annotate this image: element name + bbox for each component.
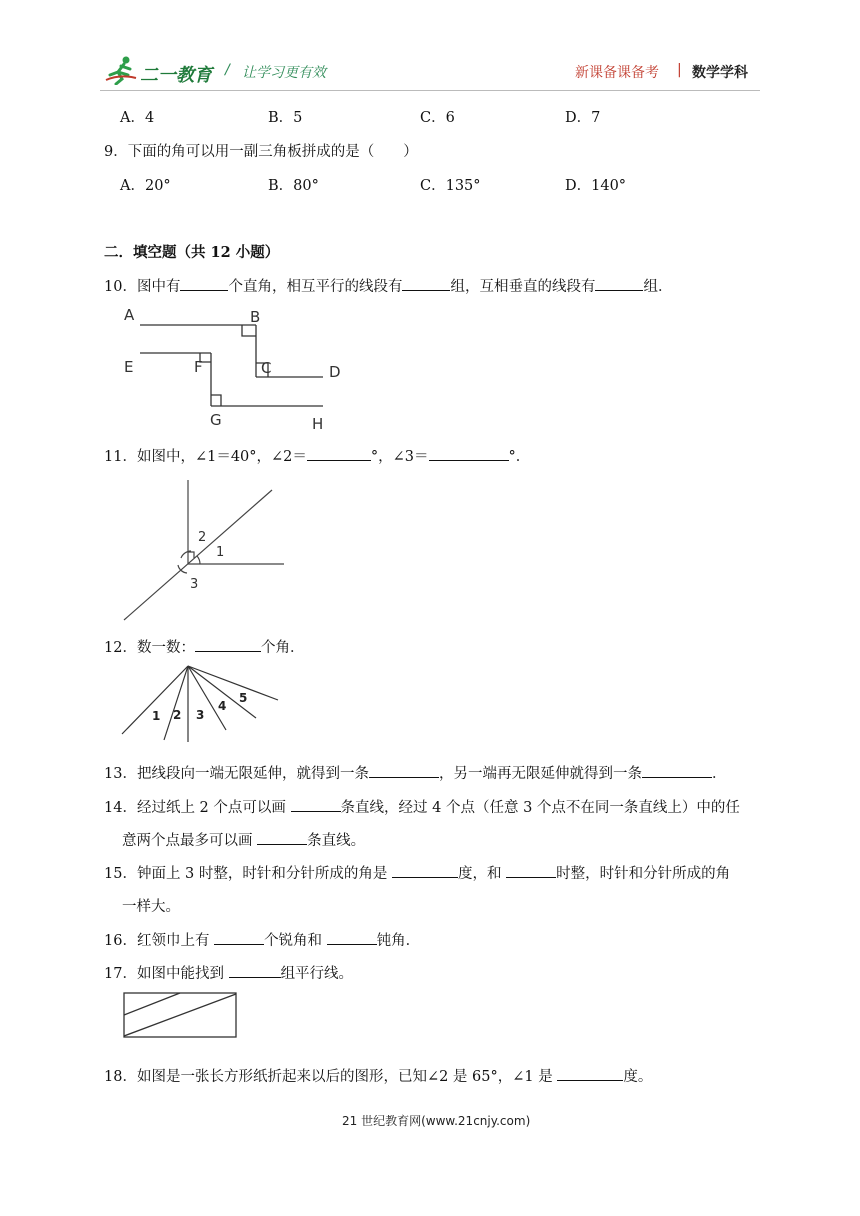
answer-blank[interactable] [392,863,458,878]
header-separator: | [677,62,682,78]
q14-part2: 条直线，经过 4 个点（任意 3 个点不在同一条直线上）中的任 [340,800,740,816]
q11-part3: °． [508,449,531,465]
q10-part2: 个直角，相互平行的线段有 [228,279,403,295]
header-subject: 数学学科 [692,65,748,81]
answer-blank[interactable] [327,930,377,945]
q11-part1: 11．如图中，∠1＝40°，∠2＝ [104,449,307,465]
angle-label-4: 4 [218,699,227,713]
answer-blank[interactable] [402,276,450,291]
answer-blank[interactable] [595,276,643,291]
angle-label-5: 5 [239,691,248,705]
label-E: E [124,358,134,376]
answer-blank[interactable] [257,830,307,845]
answer-blank[interactable] [369,763,439,778]
answer-blank[interactable] [195,637,261,652]
angle-label-2: 2 [198,530,207,545]
q13-part1: 13．把线段向一端无限延伸，就得到一条 [104,766,369,782]
label-H: H [312,415,324,433]
logo-runner-icon [104,55,138,85]
label-A: A [124,306,135,324]
q10-part1: 10．图中有 [104,279,181,295]
header-slogan: 让学习更有效 [242,65,326,81]
q16-part2: 个锐角和 [264,933,327,949]
answer-blank[interactable] [307,446,371,461]
page-footer: 21 世纪教育网(www.21cnjy.com) [342,1114,531,1128]
q10-part4: 组． [643,279,673,295]
label-C: C [261,359,272,377]
q14-part3: 意两个点最多可以画 [122,833,258,849]
label-F: F [194,358,203,376]
header-slash: / [225,62,230,78]
label-G: G [210,411,222,429]
q16-part1: 16．红领巾上有 [104,933,215,949]
angle-label-3: 3 [190,577,199,592]
option-d: D．140° [565,178,627,194]
q17-part2: 组平行线。 [280,966,354,982]
question-9-stem: 9．下面的角可以用一副三角板拼成的是（ ） [104,144,418,160]
question-13-text [104,762,726,783]
answer-blank[interactable] [557,1066,623,1081]
q10-part3: 组，互相垂直的线段有 [450,279,596,295]
answer-blank[interactable] [506,863,556,878]
question-16-text [104,929,420,950]
question-10-text [104,275,672,296]
option-b: B．80° [268,178,319,194]
question-15-line1 [104,862,730,883]
q13-part2: ，另一端再无限延伸就得到一条 [438,766,642,782]
q15-part2: 度，和 [458,866,507,882]
question-15-line2: 一样大。 [122,899,180,915]
option-a: A．20° [120,178,171,194]
option-c: C．135° [420,178,481,194]
q14-part1: 14．经过纸上 2 个点可以画 [104,800,291,816]
angle-label-3: 3 [196,708,205,722]
question-17-text [104,962,353,983]
angle-label-1: 1 [216,545,225,560]
header-right-label: 新课备课备考 [575,65,659,81]
q14-part4: 条直线。 [307,833,366,849]
question-14-line1 [104,796,740,817]
question-18-text [104,1065,652,1086]
question-12-text [104,636,304,657]
answer-blank[interactable] [214,930,264,945]
question-14-line2 [122,829,365,850]
logo-text: 二一教育 [140,65,212,86]
q16-part3: 钝角． [376,933,421,949]
option-b: B．5 [268,110,303,126]
angle-label-2: 2 [173,708,182,722]
q17-figure [122,990,240,1040]
answer-blank[interactable] [429,446,509,461]
answer-blank[interactable] [291,797,341,812]
answer-blank[interactable] [180,276,228,291]
question-11-text [104,445,530,466]
q17-part1: 17．如图中能找到 [104,966,229,982]
label-D: D [329,363,341,381]
answer-blank[interactable] [229,963,281,978]
section-heading: 二．填空题（共 12 小题） [104,244,280,261]
q12-figure [118,662,283,744]
q15-part3: 时整，时针和分针所成的角 [556,866,731,882]
option-c: C．6 [420,110,455,126]
option-d: D．7 [565,110,601,126]
q13-part3: ． [711,766,727,782]
label-B: B [250,308,261,326]
q10-figure [118,300,368,435]
q18-part2: 度。 [623,1069,653,1085]
q11-figure [120,478,290,623]
q12-part2: 个角． [260,640,305,656]
answer-blank[interactable] [642,763,712,778]
header-rule [100,90,760,91]
q18-part1: 18．如图是一张长方形纸折起来以后的图形，已知∠2 是 65°，∠1 是 [104,1069,558,1085]
q12-part1: 12．数一数： [104,640,195,656]
q15-part1: 15．钟面上 3 时整，时针和分针所成的角是 [104,866,393,882]
angle-label-1: 1 [152,709,161,723]
option-a: A．4 [120,110,155,126]
q11-part2: °，∠3＝ [370,449,429,465]
